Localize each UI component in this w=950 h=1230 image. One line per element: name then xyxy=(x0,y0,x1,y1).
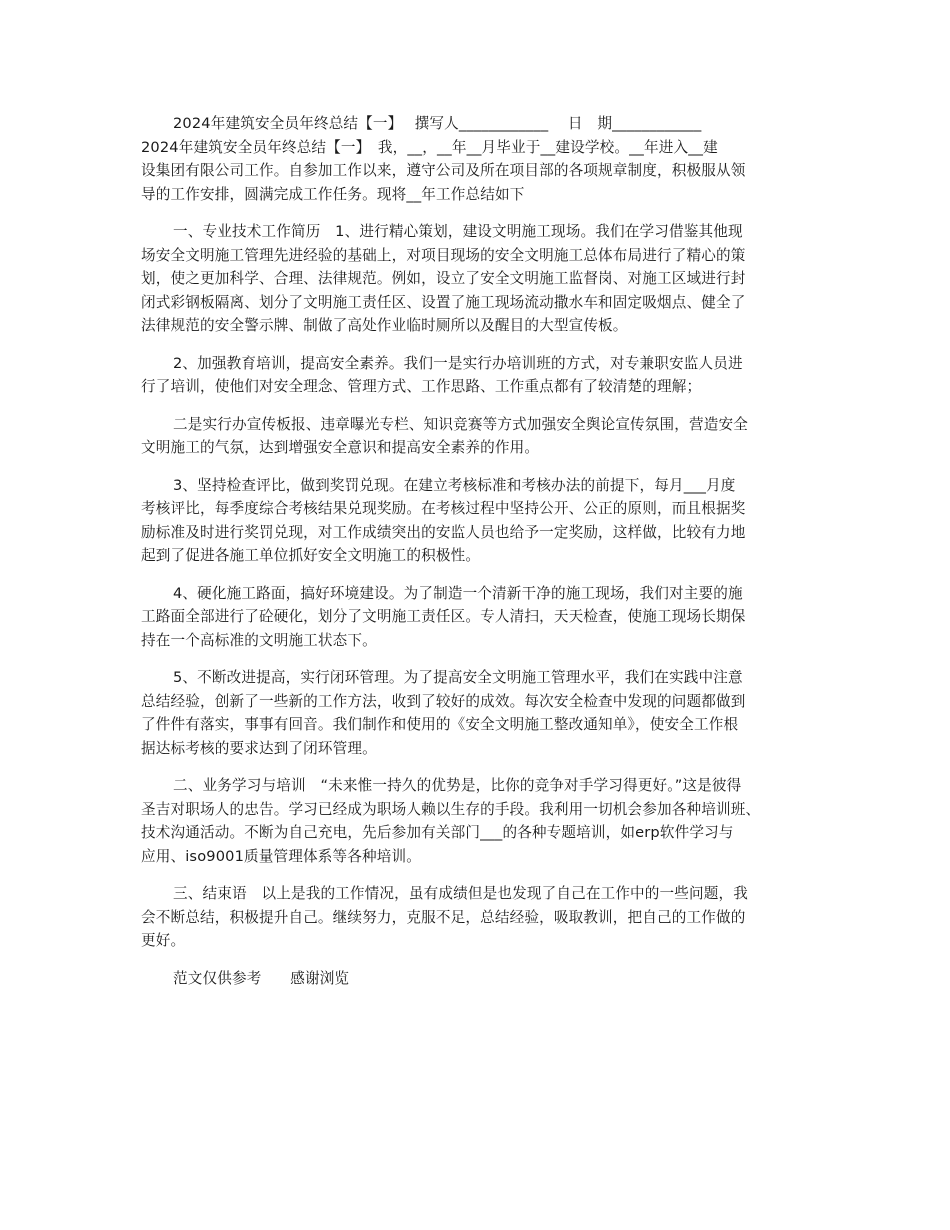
document-title: 2024年建筑安全员年终总结【一】 xyxy=(173,115,396,132)
paragraph-line: 三、结束语 以上是我的工作情况，虽有成绩但是也发现了自己在工作中的一些问题，我 xyxy=(173,885,749,902)
paragraph-line: 会不断总结，积极提升自己。继续努力，克服不足，总结经验，吸取教训，把自己的工作做的 xyxy=(141,908,746,926)
document-body xyxy=(141,112,813,990)
paragraph-closed-loop xyxy=(141,666,813,760)
intro-line: 导的工作安排，圆满完成工作任务。现将__年工作总结如下 xyxy=(141,185,525,203)
paragraph-line: 持在一个高标准的文明施工状态下。 xyxy=(141,631,377,649)
paragraph-line: 考核评比，每季度综合考核结果兑现奖励。在考核过程中坚持公开、公正的原则，而且根据奖 xyxy=(141,500,746,517)
paragraph-tech-experience xyxy=(141,220,813,338)
paragraph-line: 2、加强教育培训，提高安全素养。我们一是实行办培训班的方式，对专兼职安监人员进 xyxy=(173,354,743,372)
paragraph-line: 划，使之更加科学、合理、法律规范。例如，设立了安全文明施工监督岗、对施工区域进行封 xyxy=(141,270,746,287)
author-label: 撰写人 xyxy=(414,115,459,132)
paragraph-line: 二、业务学习与培训 “未来惟一持久的优势是，比你的竞争对手学习得更好。”这是彼得 xyxy=(173,777,742,794)
paragraph-line: 起到了促进各施工单位抓好安全文明施工的积极性。 xyxy=(141,547,481,564)
paragraph-line: 一、专业技术工作简历 1、进行精心策划，建设文明施工现场。我们在学习借鉴其他现 xyxy=(173,223,743,240)
paragraph-line: 应用、iso9001质量管理体系等各种培训。 xyxy=(141,847,421,865)
paragraph-line: 励标准及时进行奖罚兑现，对工作成绩突出的安监人员也给予一定奖励，这样做，比较有力地 xyxy=(141,523,746,541)
paragraph-line: 技术沟通活动。不断为自己充电，先后参加有关部门___的各种专题培训，如erp软件学习与 xyxy=(141,824,734,841)
paragraph-conclusion xyxy=(141,882,813,953)
paragraph-inspection xyxy=(141,474,813,568)
paragraph-line: 二是实行办宣传板报、违章曝光专栏、知识竞赛等方式加强安全舆论宣传氛围，营造安全 xyxy=(173,415,749,433)
intro-line: 设集团有限公司工作。自参加工作以来，遵守公司及所在项目部的各项规章制度，积极服从领 xyxy=(141,162,746,179)
intro-line: 2024年建筑安全员年终总结【一】 我，__，__年__月毕业于__建设学校。__年进入__建 xyxy=(141,138,718,156)
date-blank: ____________ xyxy=(612,115,702,132)
paragraph-line: 总结经验，创新了一些新的工作方法，收到了较好的成效。每次安全检查中发现的问题都做到 xyxy=(141,692,746,710)
paragraph-line: 文明施工的气氛，达到增强安全意识和提高安全素养的作用。 xyxy=(141,439,540,456)
paragraph-line: 行了培训，使他们对安全理念、管理方式、工作思路、工作重点都有了较清楚的理解； xyxy=(141,378,702,395)
paragraph-line: 了件件有落实，事事有回音。我们制作和使用的《安全文明施工整改通知单》，使安全工作根 xyxy=(141,716,739,733)
paragraph-line: 法律规范的安全警示牌、制做了高处作业临时厕所以及醒目的大型宣传板。 xyxy=(141,317,628,334)
paragraph-line: 场安全文明施工管理先进经验的基础上，对项目现场的安全文明施工总体布局进行了精心的策 xyxy=(141,246,746,264)
document-header xyxy=(141,112,813,136)
author-blank: ____________ xyxy=(458,115,549,132)
paragraph-line: 据达标考核的要求达到了闭环管理。 xyxy=(141,739,377,757)
paragraph-line: 工路面全部进行了砼硬化，划分了文明施工责任区。专人清扫，天天检查，使施工现场长期保 xyxy=(141,608,746,625)
paragraph-road-hardening xyxy=(141,582,813,653)
paragraph-line: 5、不断改进提高，实行闭环管理。为了提高安全文明施工管理水平，我们在实践中注意 xyxy=(173,669,743,686)
paragraph-line: 圣吉对职场人的忠告。学习已经成为职场人赖以生存的手段。我利用一切机会参加各种培训班、 xyxy=(141,800,761,818)
footer-reference-note: 范文仅供参考 xyxy=(173,969,262,987)
paragraph-training xyxy=(141,352,813,399)
paragraph-line: 闭式彩钢板隔离、划分了文明施工责任区、设置了施工现场流动撒水车和固定吸烟点、健全了 xyxy=(141,293,746,311)
footer-thanks-note: 感谢浏览 xyxy=(290,969,350,987)
intro-paragraph xyxy=(141,136,813,207)
paragraph-line: 3、坚持检查评比，做到奖罚兑现。在建立考核标准和考核办法的前提下，每月___月度 xyxy=(173,476,736,494)
date-label: 日 期 xyxy=(567,115,613,132)
paragraph-publicity xyxy=(141,413,813,460)
paragraph-line: 4、硬化施工路面，搞好环境建设。为了制造一个清新干净的施工现场，我们对主要的施 xyxy=(173,584,743,602)
document-footer xyxy=(141,967,813,991)
paragraph-study xyxy=(141,774,813,868)
paragraph-line: 更好。 xyxy=(141,932,186,949)
